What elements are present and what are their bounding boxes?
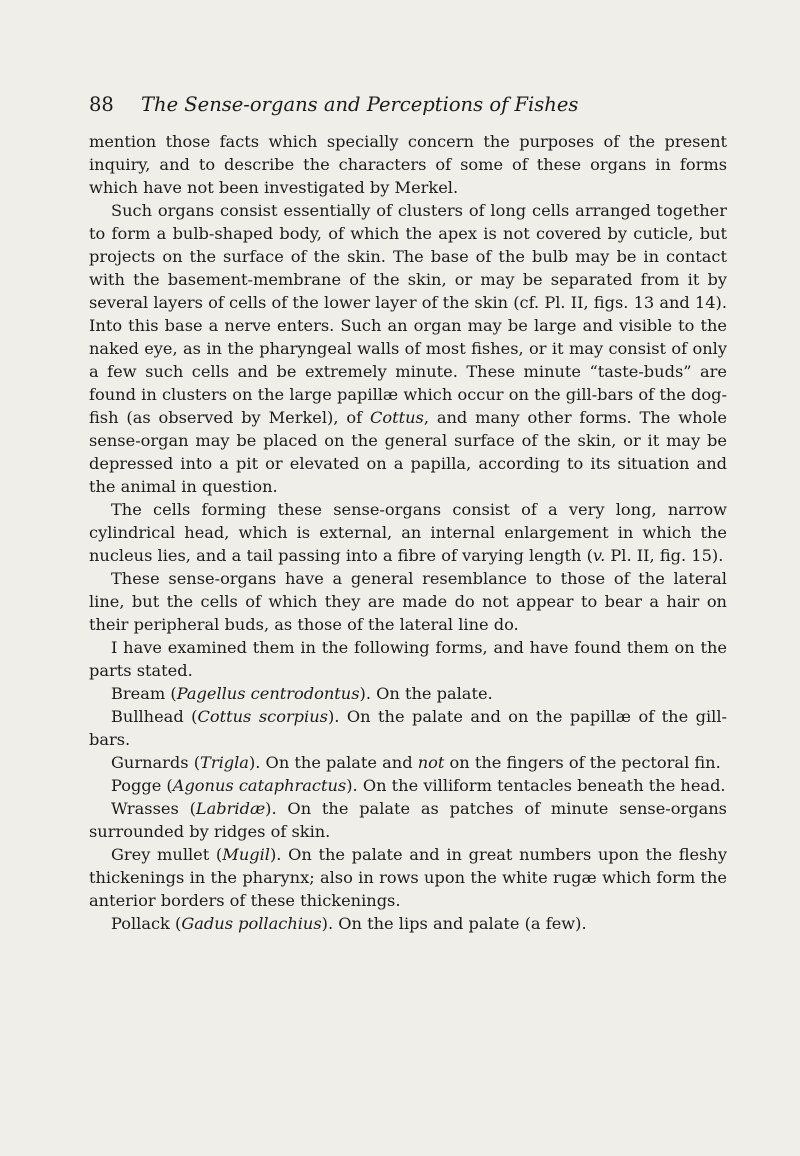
species-latin-name: Gadus pollachius	[181, 914, 322, 933]
species-common-name: Bullhead (	[111, 707, 198, 726]
italic-term: Cottus	[369, 408, 424, 427]
species-location: ). On the lips and palate (a few).	[321, 914, 587, 933]
page-number: 88	[89, 93, 114, 116]
emphasis: not	[417, 753, 445, 772]
species-entry	[89, 774, 727, 797]
species-common-name: Pollack (	[111, 914, 182, 933]
species-location: ). On the palate and in great numbers upon the fleshy thickenings in the pharynx; also in rows upon the white rugæ which form the anterior borders of these thickenings.	[89, 845, 728, 910]
paragraph	[89, 498, 727, 567]
running-title: The Sense-organs and Perceptions of Fishes	[141, 93, 579, 116]
text-run: Pl. II, fig. 15).	[605, 546, 724, 565]
paragraph: mention those facts which specially concern the purposes of the present inquiry, and to describe the characters of some of these organs in forms which have not been investigated by Merkel.	[89, 132, 727, 197]
species-latin-name: Cottus scorpius	[197, 707, 328, 726]
species-latin-name: Labridæ	[195, 799, 266, 818]
species-common-name: Pogge (	[111, 776, 173, 795]
species-entry	[89, 682, 727, 705]
paragraph: I have examined them in the following forms, and have found them on the parts stated.	[89, 638, 727, 680]
paragraph	[89, 199, 727, 498]
paragraph: These sense-organs have a general resemblance to those of the lateral line, but the cells of which they are made do not appear to bear a hair on their peripheral buds, as those of the lateral line do.	[89, 569, 727, 634]
species-location: ). On the palate and	[248, 753, 418, 772]
species-location: ). On the palate as patches of minute sense-organs surrounded by ridges of skin.	[89, 799, 727, 841]
species-latin-name: Agonus cataphractus	[172, 776, 347, 795]
species-entry	[89, 751, 727, 774]
body-text	[89, 130, 727, 935]
species-latin-name: Mugil	[222, 845, 270, 864]
text-run: The cells forming these sense-organs consist of a very long, narrow cylindrical head, which is external, an internal enlargement in which the nucleus lies, and a tail passing into a fibre of varying length (	[89, 500, 727, 565]
species-location: ). On the palate and on the papillæ of the gill-bars.	[89, 707, 728, 749]
text-run: Such organs consist essentially of clusters of long cells arranged together to form a bulb-shaped body, of which the apex is not covered by cuticle, but projects on the surface of the skin. The base of the bulb may be in contact with the basement-membrane of the skin, or may be separated from it by several layers of cells of the lower layer of the skin (cf. Pl. II, figs. 13 and 14). Into this base a nerve enters. Such an organ may be large and visible to the naked eye, as in the pharyngeal walls of most fishes, or it may consist of only a few such cells and be extremely minute. These minute “taste-buds” are found in clusters on the large papillæ which occur on the gill-bars of the dog-fish (as observed by Merkel), of	[89, 201, 727, 427]
species-location: ). On the palate.	[359, 684, 493, 703]
species-latin-name: Pagellus centrodontus	[176, 684, 360, 703]
species-common-name: Gurnards (	[111, 753, 201, 772]
species-common-name: Grey mullet (	[111, 845, 223, 864]
species-common-name: Bream (	[111, 684, 177, 703]
text-run: , and many other forms. The whole sense-organ may be placed on the general surface of the skin, or it may be depressed into a pit or elevated on a papilla, according to its situation and the animal in question.	[89, 408, 727, 496]
species-entry	[89, 705, 727, 751]
species-entry	[89, 797, 727, 843]
species-latin-name: Trigla	[200, 753, 249, 772]
italic-term: v.	[592, 546, 606, 565]
species-common-name: Wrasses (	[111, 799, 196, 818]
species-location: ). On the villiform tentacles beneath the head.	[346, 776, 726, 795]
species-entry	[89, 843, 727, 912]
running-header	[89, 93, 739, 116]
species-location: on the fingers of the pectoral fin.	[444, 753, 721, 772]
species-entry	[89, 912, 727, 935]
